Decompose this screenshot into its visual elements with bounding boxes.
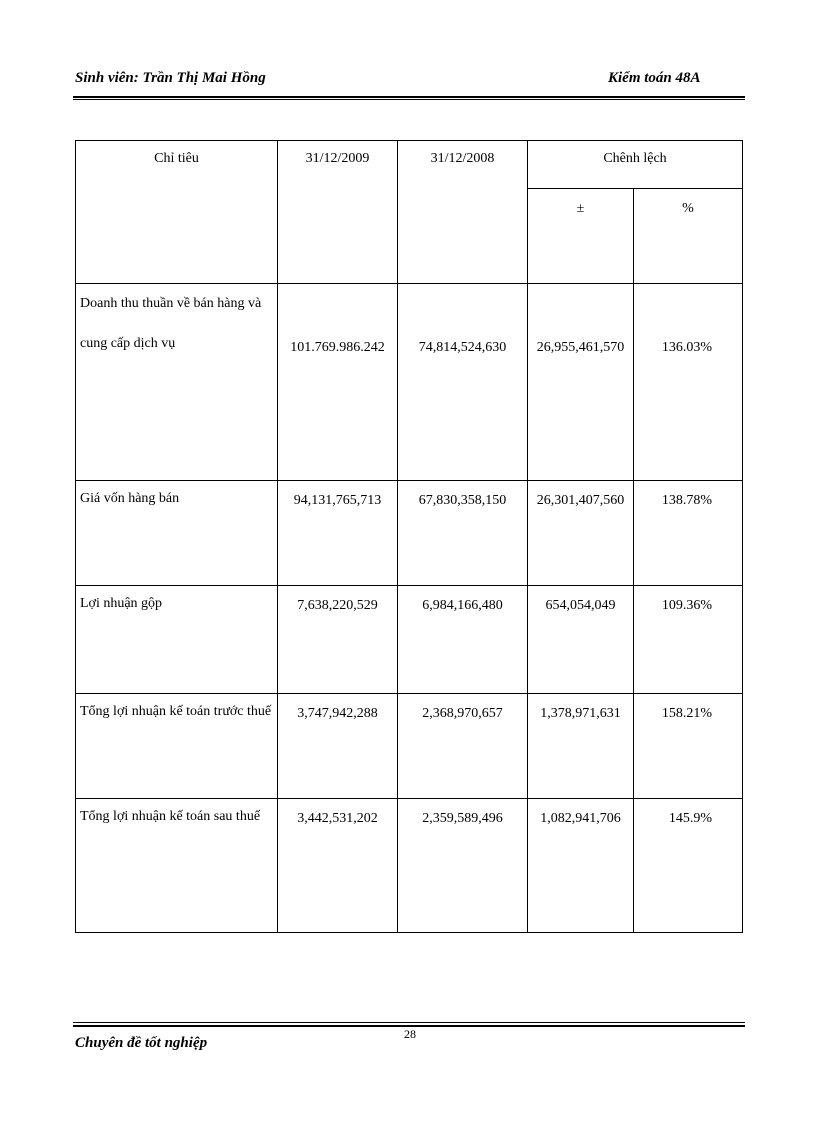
col-header-indicator: Chỉ tiêu [76, 141, 278, 284]
value-2009: 7,638,220,529 [278, 586, 398, 694]
value-2008: 74,814,524,630 [398, 284, 528, 481]
row-label: Tổng lợi nhuận kế toán trước thuế [76, 694, 278, 799]
financial-table [75, 140, 743, 933]
row-label: Giá vốn hàng bán [76, 481, 278, 586]
value-2008: 2,359,589,496 [398, 799, 528, 933]
value-diff-pct: 158.21% [634, 694, 743, 799]
col-header-difference: Chênh lệch [528, 141, 743, 189]
table-row [76, 481, 743, 586]
value-diff-abs: 1,082,941,706 [528, 799, 634, 933]
value-2009: 3,747,942,288 [278, 694, 398, 799]
table-row [76, 694, 743, 799]
col-header-2008: 31/12/2008 [398, 141, 528, 284]
value-diff-pct: 109.36% [634, 586, 743, 694]
page-number: 28 [404, 1027, 416, 1041]
value-diff-pct: 145.9% [634, 799, 743, 933]
value-2009: 101.769.986.242 [278, 284, 398, 481]
col-header-2009: 31/12/2009 [278, 141, 398, 284]
row-label: Doanh thu thuần về bán hàng và cung cấp dịch vụ [76, 284, 278, 481]
table-row [76, 284, 743, 481]
value-2008: 67,830,358,150 [398, 481, 528, 586]
value-diff-pct: 138.78% [634, 481, 743, 586]
row-label: Lợi nhuận gộp [76, 586, 278, 694]
value-diff-pct: 136.03% [634, 284, 743, 481]
table-row [76, 799, 743, 933]
row-label: Tổng lợi nhuận kế toán sau thuế [76, 799, 278, 933]
value-diff-abs: 26,955,461,570 [528, 284, 634, 481]
value-2009: 3,442,531,202 [278, 799, 398, 933]
header-class-name: Kiểm toán 48A [608, 70, 701, 86]
header-student-name: Sinh viên: Trần Thị Mai Hồng [75, 70, 266, 86]
value-diff-abs: 26,301,407,560 [528, 481, 634, 586]
footer-document-title: Chuyên đề tốt nghiệp [75, 1035, 208, 1051]
col-header-diff-abs: ± [528, 189, 634, 284]
value-2008: 2,368,970,657 [398, 694, 528, 799]
col-header-diff-pct: % [634, 189, 743, 284]
value-diff-abs: 654,054,049 [528, 586, 634, 694]
value-2009: 94,131,765,713 [278, 481, 398, 586]
value-diff-abs: 1,378,971,631 [528, 694, 634, 799]
table-row [76, 586, 743, 694]
value-2008: 6,984,166,480 [398, 586, 528, 694]
header-rule [73, 96, 745, 100]
